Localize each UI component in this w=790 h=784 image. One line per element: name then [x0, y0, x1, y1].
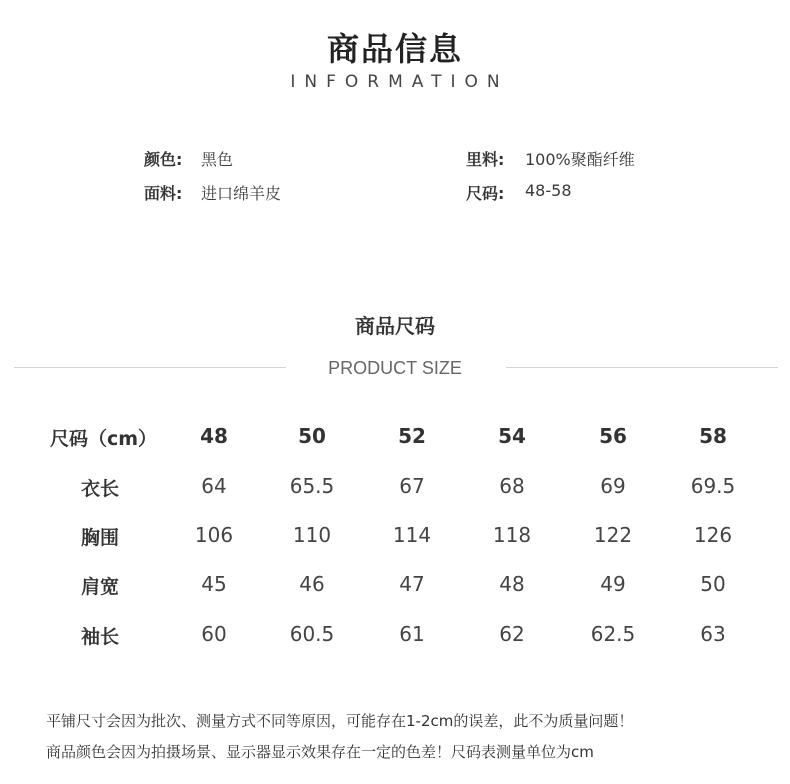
table-cell: 62.5 — [590, 622, 636, 646]
size-range-label: 尺码: — [466, 184, 505, 203]
table-row — [0, 572, 790, 602]
note-color: 商品颜色会因为拍摄场景、显示器显示效果存在一定的色差！尺码表测量单位为cm — [46, 743, 594, 761]
table-row — [0, 622, 790, 652]
page-subtitle: INFORMATION — [290, 72, 509, 92]
table-cell: 106 — [194, 523, 234, 547]
fabric-label: 面料: — [144, 184, 183, 203]
table-cell: 126 — [693, 523, 733, 547]
table-row — [0, 523, 790, 553]
table-cell: 64 — [201, 474, 227, 498]
table-cell: 48 — [499, 572, 525, 596]
row-label-length: 衣长 — [81, 478, 120, 500]
size-col-header: 58 — [699, 424, 727, 448]
color-label: 颜色: — [144, 150, 183, 169]
table-cell: 68 — [499, 474, 525, 498]
table-cell: 122 — [593, 523, 633, 547]
fabric-value: 进口绵羊皮 — [201, 184, 282, 203]
table-cell: 60.5 — [289, 622, 335, 646]
table-cell: 69 — [600, 474, 626, 498]
table-cell: 63 — [700, 622, 726, 646]
size-section-title: 商品尺码 — [355, 314, 435, 338]
table-cell: 46 — [299, 572, 325, 596]
table-row — [0, 474, 790, 504]
row-label-sleeve: 袖长 — [81, 626, 120, 648]
table-cell: 61 — [399, 622, 425, 646]
table-cell: 118 — [492, 523, 532, 547]
size-col-header: 48 — [200, 424, 228, 448]
size-col-header: 56 — [599, 424, 627, 448]
size-col-header: 52 — [398, 424, 426, 448]
table-cell: 65.5 — [289, 474, 335, 498]
table-cell: 110 — [292, 523, 332, 547]
row-label-shoulder: 肩宽 — [81, 576, 120, 598]
divider-right — [506, 367, 778, 368]
table-header-label: 尺码（cm） — [50, 428, 158, 450]
table-cell: 60 — [201, 622, 227, 646]
note-measurement: 平铺尺寸会因为批次、测量方式不同等原因，可能存在1-2cm的误差，此不为质量问题！ — [46, 712, 634, 730]
table-cell: 47 — [399, 572, 425, 596]
table-cell: 114 — [392, 523, 432, 547]
page-title: 商品信息 — [326, 30, 463, 68]
size-section-subtitle: PRODUCT SIZE — [328, 358, 462, 378]
table-header-row — [0, 424, 790, 454]
size-col-header: 54 — [498, 424, 526, 448]
table-cell: 69.5 — [690, 474, 736, 498]
table-cell: 50 — [700, 572, 726, 596]
color-value: 黑色 — [201, 150, 234, 169]
lining-value: 100%聚酯纤维 — [525, 150, 635, 169]
table-cell: 45 — [201, 572, 227, 596]
table-cell: 67 — [399, 474, 425, 498]
row-label-chest: 胸围 — [81, 527, 120, 549]
size-range-value: 48-58 — [525, 181, 572, 200]
table-cell: 62 — [499, 622, 525, 646]
table-cell: 49 — [600, 572, 626, 596]
size-col-header: 50 — [298, 424, 326, 448]
lining-label: 里料: — [466, 150, 505, 169]
